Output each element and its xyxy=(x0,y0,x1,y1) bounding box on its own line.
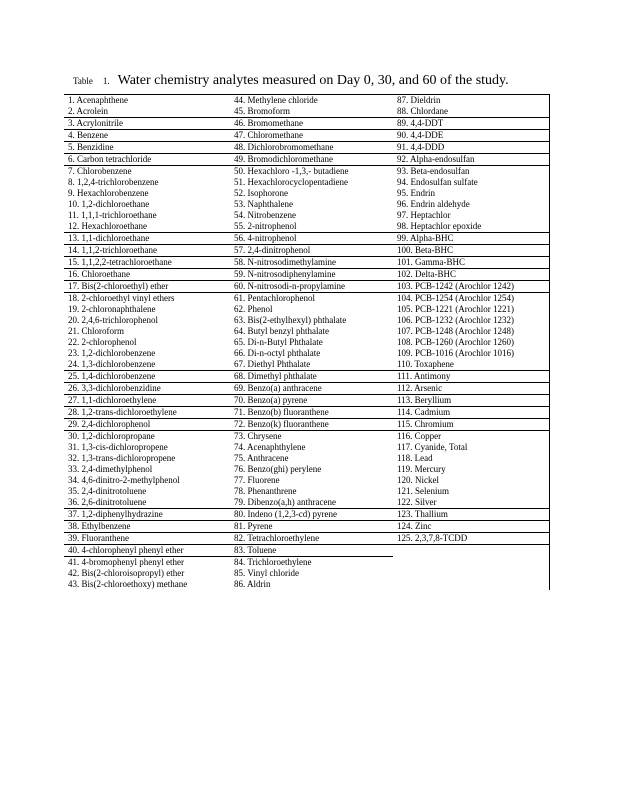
analyte-cell: 75. Anthracene xyxy=(234,453,289,463)
analyte-cell: 38. Ethylbenzene xyxy=(64,521,230,533)
analyte-cell: 64. Butyl benzyl phthalate xyxy=(234,326,329,336)
analyte-cell xyxy=(393,557,549,569)
analyte-cell: 48. Dichlorobromomethane xyxy=(230,142,393,154)
table-row xyxy=(64,348,549,359)
table-caption xyxy=(73,71,509,89)
analyte-cell: 95. Endrin xyxy=(393,188,549,199)
table-row xyxy=(64,166,549,178)
analyte-cell: 106. PCB-1232 (Arochlor 1232) xyxy=(393,315,549,326)
analyte-cell: 58. N-nitrosodimethylamine xyxy=(230,257,393,269)
table-row xyxy=(64,371,549,383)
analyte-cell: 120. Nickel xyxy=(393,475,549,486)
table-row xyxy=(64,464,549,475)
analyte-cell: 112. Arsenic xyxy=(393,383,549,395)
analyte-cell: 52. Isophorone xyxy=(234,188,288,198)
analyte-cell: 44. Methylene chloride xyxy=(230,95,393,107)
table-row xyxy=(64,407,549,419)
analyte-cell: 100. Beta-BHC xyxy=(393,245,549,257)
analyte-cell: 59. N-nitrosodiphenylamine xyxy=(230,269,393,281)
analyte-cell: 21. Chloroform xyxy=(68,326,124,336)
analyte-cell: 18. 2-chloroethyl vinyl ethers xyxy=(68,293,175,303)
analyte-cell: 46. Bromomethane xyxy=(230,118,393,130)
analyte-cell: 30. 1,2-dichloropropane xyxy=(68,431,155,441)
analyte-cell: 41. 4-bromophenyl phenyl ether xyxy=(68,557,184,567)
analytes-table xyxy=(64,94,550,590)
analyte-cell: 45. Bromoform xyxy=(230,106,393,118)
table-row xyxy=(64,221,549,233)
table-row xyxy=(64,383,549,395)
analytes-table-body xyxy=(64,95,549,591)
analyte-cell: 36. 2,6-dinitrotoluene xyxy=(64,497,230,509)
table-row xyxy=(64,304,549,315)
table-row xyxy=(64,521,549,533)
analyte-cell: 25. 1,4-dichlorobenzene xyxy=(64,371,230,383)
analyte-cell: 94. Endosulfan sulfate xyxy=(393,177,549,188)
analyte-cell: 37. 1,2-diphenylhydrazine xyxy=(64,509,230,521)
analyte-cell: 2. Acrolein xyxy=(64,106,230,118)
analyte-cell: 68. Dimethyl phthalate xyxy=(230,371,393,383)
table-row xyxy=(64,130,549,142)
analyte-cell: 67. Diethyl Phthalate xyxy=(230,359,393,371)
analyte-cell: 69. Benzo(a) anthracene xyxy=(230,383,393,395)
analyte-cell: 10. 1,2-dichloroethane xyxy=(68,199,150,209)
analyte-cell: 103. PCB-1242 (Arochlor 1242) xyxy=(393,281,549,293)
analyte-cell: 82. Tetrachloroethylene xyxy=(230,533,393,545)
analyte-cell: 108. PCB-1260 (Arochlor 1260) xyxy=(393,337,549,348)
table-row xyxy=(64,281,549,293)
analyte-cell: 89. 4,4-DDT xyxy=(393,118,549,130)
analyte-cell: 57. 2,4-dinitrophenol xyxy=(230,245,393,257)
analyte-cell: 34. 4,6-dinitro-2-methylphenol xyxy=(68,475,180,485)
table-row xyxy=(64,257,549,269)
table-row xyxy=(64,154,549,166)
analyte-cell: 79. Dibenzo(a,h) anthracene xyxy=(230,497,393,509)
analyte-cell: 99. Alpha-BHC xyxy=(393,233,549,245)
analyte-cell: 98. Heptachlor epoxide xyxy=(393,221,549,233)
analyte-cell: 19. 2-chloronaphthalene xyxy=(68,304,156,314)
table-row xyxy=(64,315,549,326)
table-row xyxy=(64,233,549,245)
table-row xyxy=(64,395,549,407)
analyte-cell: 15. 1,1,2,2-tetrachloroethane xyxy=(64,257,230,269)
analyte-cell: 50. Hexachloro -1,3,- butadiene xyxy=(234,166,349,176)
analyte-cell: 22. 2-chlorophenol xyxy=(68,337,137,347)
table-row xyxy=(64,118,549,130)
table-row xyxy=(64,293,549,305)
analyte-cell: 14. 1,1,2-trichloroethane xyxy=(64,245,230,257)
table-row xyxy=(64,568,549,579)
table-row xyxy=(64,95,549,107)
analyte-cell: 115. Chromium xyxy=(393,419,549,431)
table-row xyxy=(64,142,549,154)
analyte-cell: 1. Acenaphthene xyxy=(64,95,230,107)
table-row xyxy=(64,188,549,199)
analyte-cell: 17. Bis(2-chloroethyl) ether xyxy=(64,281,230,293)
analyte-cell: 125. 2,3,7,8-TCDD xyxy=(393,533,549,545)
analyte-cell xyxy=(393,545,549,557)
table-row xyxy=(64,579,549,590)
analyte-cell: 47. Chloromethane xyxy=(230,130,393,142)
analyte-cell: 101. Gamma-BHC xyxy=(393,257,549,269)
analyte-cell: 85. Vinyl chloride xyxy=(234,568,300,578)
analyte-cell: 86. Aldrin xyxy=(234,579,271,589)
analyte-cell: 43. Bis(2-chloroethoxy) methane xyxy=(68,579,188,589)
table-row xyxy=(64,557,549,569)
analyte-cell: 61. Pentachlorophenol xyxy=(234,293,315,303)
table-row xyxy=(64,210,549,221)
analyte-cell: 77. Fluorene xyxy=(234,475,280,485)
table-row xyxy=(64,326,549,337)
analyte-cell: 7. Chlorobenzene xyxy=(68,166,132,176)
analyte-cell: 65. Di-n-Butyl Phthalate xyxy=(234,337,323,347)
analyte-cell: 118. Lead xyxy=(393,453,549,464)
analyte-cell: 27. 1,1-dichloroethylene xyxy=(64,395,230,407)
analyte-cell: 31. 1,3-cis-dichloropropene xyxy=(68,442,168,452)
analyte-cell: 84. Trichloroethylene xyxy=(234,557,312,567)
analyte-cell: 40. 4-chlorophenyl phenyl ether xyxy=(64,545,230,557)
analyte-cell: 91. 4,4-DDD xyxy=(393,142,549,154)
analyte-cell: 11. 1,1,1-trichloroethane xyxy=(68,210,157,220)
analyte-cell: 88. Chlordane xyxy=(393,106,549,118)
table-row xyxy=(64,337,549,348)
analyte-cell: 119. Mercury xyxy=(393,464,549,475)
table-label: Table xyxy=(73,76,93,86)
table-row xyxy=(64,509,549,521)
table-row xyxy=(64,431,549,443)
analyte-cell: 72. Benzo(k) fluoranthene xyxy=(230,419,393,431)
analyte-cell: 90. 4,4-DDE xyxy=(393,130,549,142)
analyte-cell: 113. Beryllium xyxy=(393,395,549,407)
analyte-cell: 104. PCB-1254 (Arochlor 1254) xyxy=(393,293,549,305)
analyte-cell: 20. 2,4,6-trichlorophenol xyxy=(68,315,158,325)
table-row xyxy=(64,269,549,281)
analyte-cell: 122. Silver xyxy=(393,497,549,509)
analyte-cell: 60. N-nitrosodi-n-propylamine xyxy=(230,281,393,293)
analyte-cell: 76. Benzo(ghi) perylene xyxy=(234,464,322,474)
analyte-cell: 49. Bromodichloromethane xyxy=(230,154,393,166)
analyte-cell: 96. Endrin aldehyde xyxy=(393,199,549,210)
analyte-cell: 6. Carbon tetrachloride xyxy=(64,154,230,166)
analyte-cell: 81. Pyrene xyxy=(230,521,393,533)
analyte-cell: 110. Toxaphene xyxy=(393,359,549,371)
analyte-cell: 73. Chrysene xyxy=(234,431,282,441)
analyte-cell: 51. Hexachlorocyclopentadiene xyxy=(234,177,348,187)
analyte-cell: 39. Fluoranthene xyxy=(64,533,230,545)
analyte-cell: 109. PCB-1016 (Arochlor 1016) xyxy=(393,348,549,359)
analyte-cell: 56. 4-nitrophenol xyxy=(230,233,393,245)
analyte-cell: 23. 1,2-dichlorobenzene xyxy=(68,348,156,358)
analyte-cell: 62. Phenol xyxy=(234,304,273,314)
analyte-cell: 16. Chloroethane xyxy=(64,269,230,281)
analyte-cell: 53. Naphthalene xyxy=(234,199,293,209)
analyte-cell: 33. 2,4-dimethylphenol xyxy=(68,464,153,474)
table-row xyxy=(64,359,549,371)
analyte-cell: 26. 3,3-dichlorobenzidine xyxy=(64,383,230,395)
table-row xyxy=(64,475,549,486)
analyte-cell: 80. Indeno (1,2,3-cd) pyrene xyxy=(230,509,393,521)
analyte-cell: 3. Acrylonitrile xyxy=(64,118,230,130)
analyte-cell: 4. Benzene xyxy=(64,130,230,142)
analyte-cell: 8. 1,2,4-trichlorobenzene xyxy=(68,177,159,187)
analyte-cell: 121. Selenium xyxy=(393,486,549,497)
analyte-cell: 124. Zinc xyxy=(393,521,549,533)
table-row xyxy=(64,199,549,210)
table-row xyxy=(64,533,549,545)
analyte-cell: 5. Benzidine xyxy=(64,142,230,154)
analyte-cell: 54. Nitrobenzene xyxy=(234,210,296,220)
analyte-cell: 111. Antimony xyxy=(393,371,549,383)
table-row xyxy=(64,177,549,188)
analyte-cell xyxy=(393,579,549,590)
analyte-cell: 105. PCB-1221 (Arochlor 1221) xyxy=(393,304,549,315)
table-title: Water chemistry analytes measured on Day 0, 30, and 60 of the study. xyxy=(117,73,509,88)
table-row xyxy=(64,106,549,118)
analyte-cell: 12. Hexachloroethane xyxy=(64,221,230,233)
table-number: 1. xyxy=(102,76,110,86)
analyte-cell: 9. Hexachlorobenzene xyxy=(68,188,149,198)
analyte-cell: 70. Benzo(a) pyrene xyxy=(230,395,393,407)
table-row xyxy=(64,497,549,509)
analyte-cell: 116. Copper xyxy=(393,431,549,443)
analyte-cell: 13. 1,1-dichloroethane xyxy=(64,233,230,245)
table-row xyxy=(64,442,549,453)
table-row xyxy=(64,245,549,257)
analyte-cell: 55. 2-nitrophenol xyxy=(230,221,393,233)
table-row xyxy=(64,419,549,431)
analyte-cell: 87. Dieldrin xyxy=(393,95,549,107)
analyte-cell: 35. 2,4-dinitrotoluene xyxy=(68,486,147,496)
analyte-cell: 71. Benzo(b) fluoranthene xyxy=(230,407,393,419)
table-row xyxy=(64,545,549,557)
analyte-cell xyxy=(393,568,549,579)
analyte-cell: 83. Toluene xyxy=(230,545,393,557)
analyte-cell: 24. 1,3-dichlorobenzene xyxy=(64,359,230,371)
analyte-cell: 66. Di-n-octyl phthalate xyxy=(234,348,321,358)
analyte-cell: 78. Phenanthrene xyxy=(234,486,297,496)
analyte-cell: 97. Heptachlor xyxy=(393,210,549,221)
analyte-cell: 114. Cadmium xyxy=(393,407,549,419)
analyte-cell: 107. PCB-1248 (Arochlor 1248) xyxy=(393,326,549,337)
analyte-cell: 123. Thallium xyxy=(393,509,549,521)
analyte-cell: 102. Delta-BHC xyxy=(393,269,549,281)
analyte-cell: 117. Cyanide, Total xyxy=(393,442,549,453)
analyte-cell: 32. 1,3-trans-dichloropropene xyxy=(68,453,176,463)
analyte-cell: 63. Bis(2-ethylhexyl) phthalate xyxy=(234,315,347,325)
analyte-cell: 92. Alpha-endosulfan xyxy=(393,154,549,166)
table-row xyxy=(64,486,549,497)
analyte-cell: 74. Acenaphthylene xyxy=(234,442,306,452)
analyte-cell: 29. 2,4-dichlorophenol xyxy=(64,419,230,431)
analyte-cell: 28. 1,2-trans-dichloroethylene xyxy=(64,407,230,419)
analyte-cell: 93. Beta-endosulfan xyxy=(393,166,549,178)
table-row xyxy=(64,453,549,464)
analyte-cell: 42. Bis(2-chloroisopropyl) ether xyxy=(68,568,185,578)
